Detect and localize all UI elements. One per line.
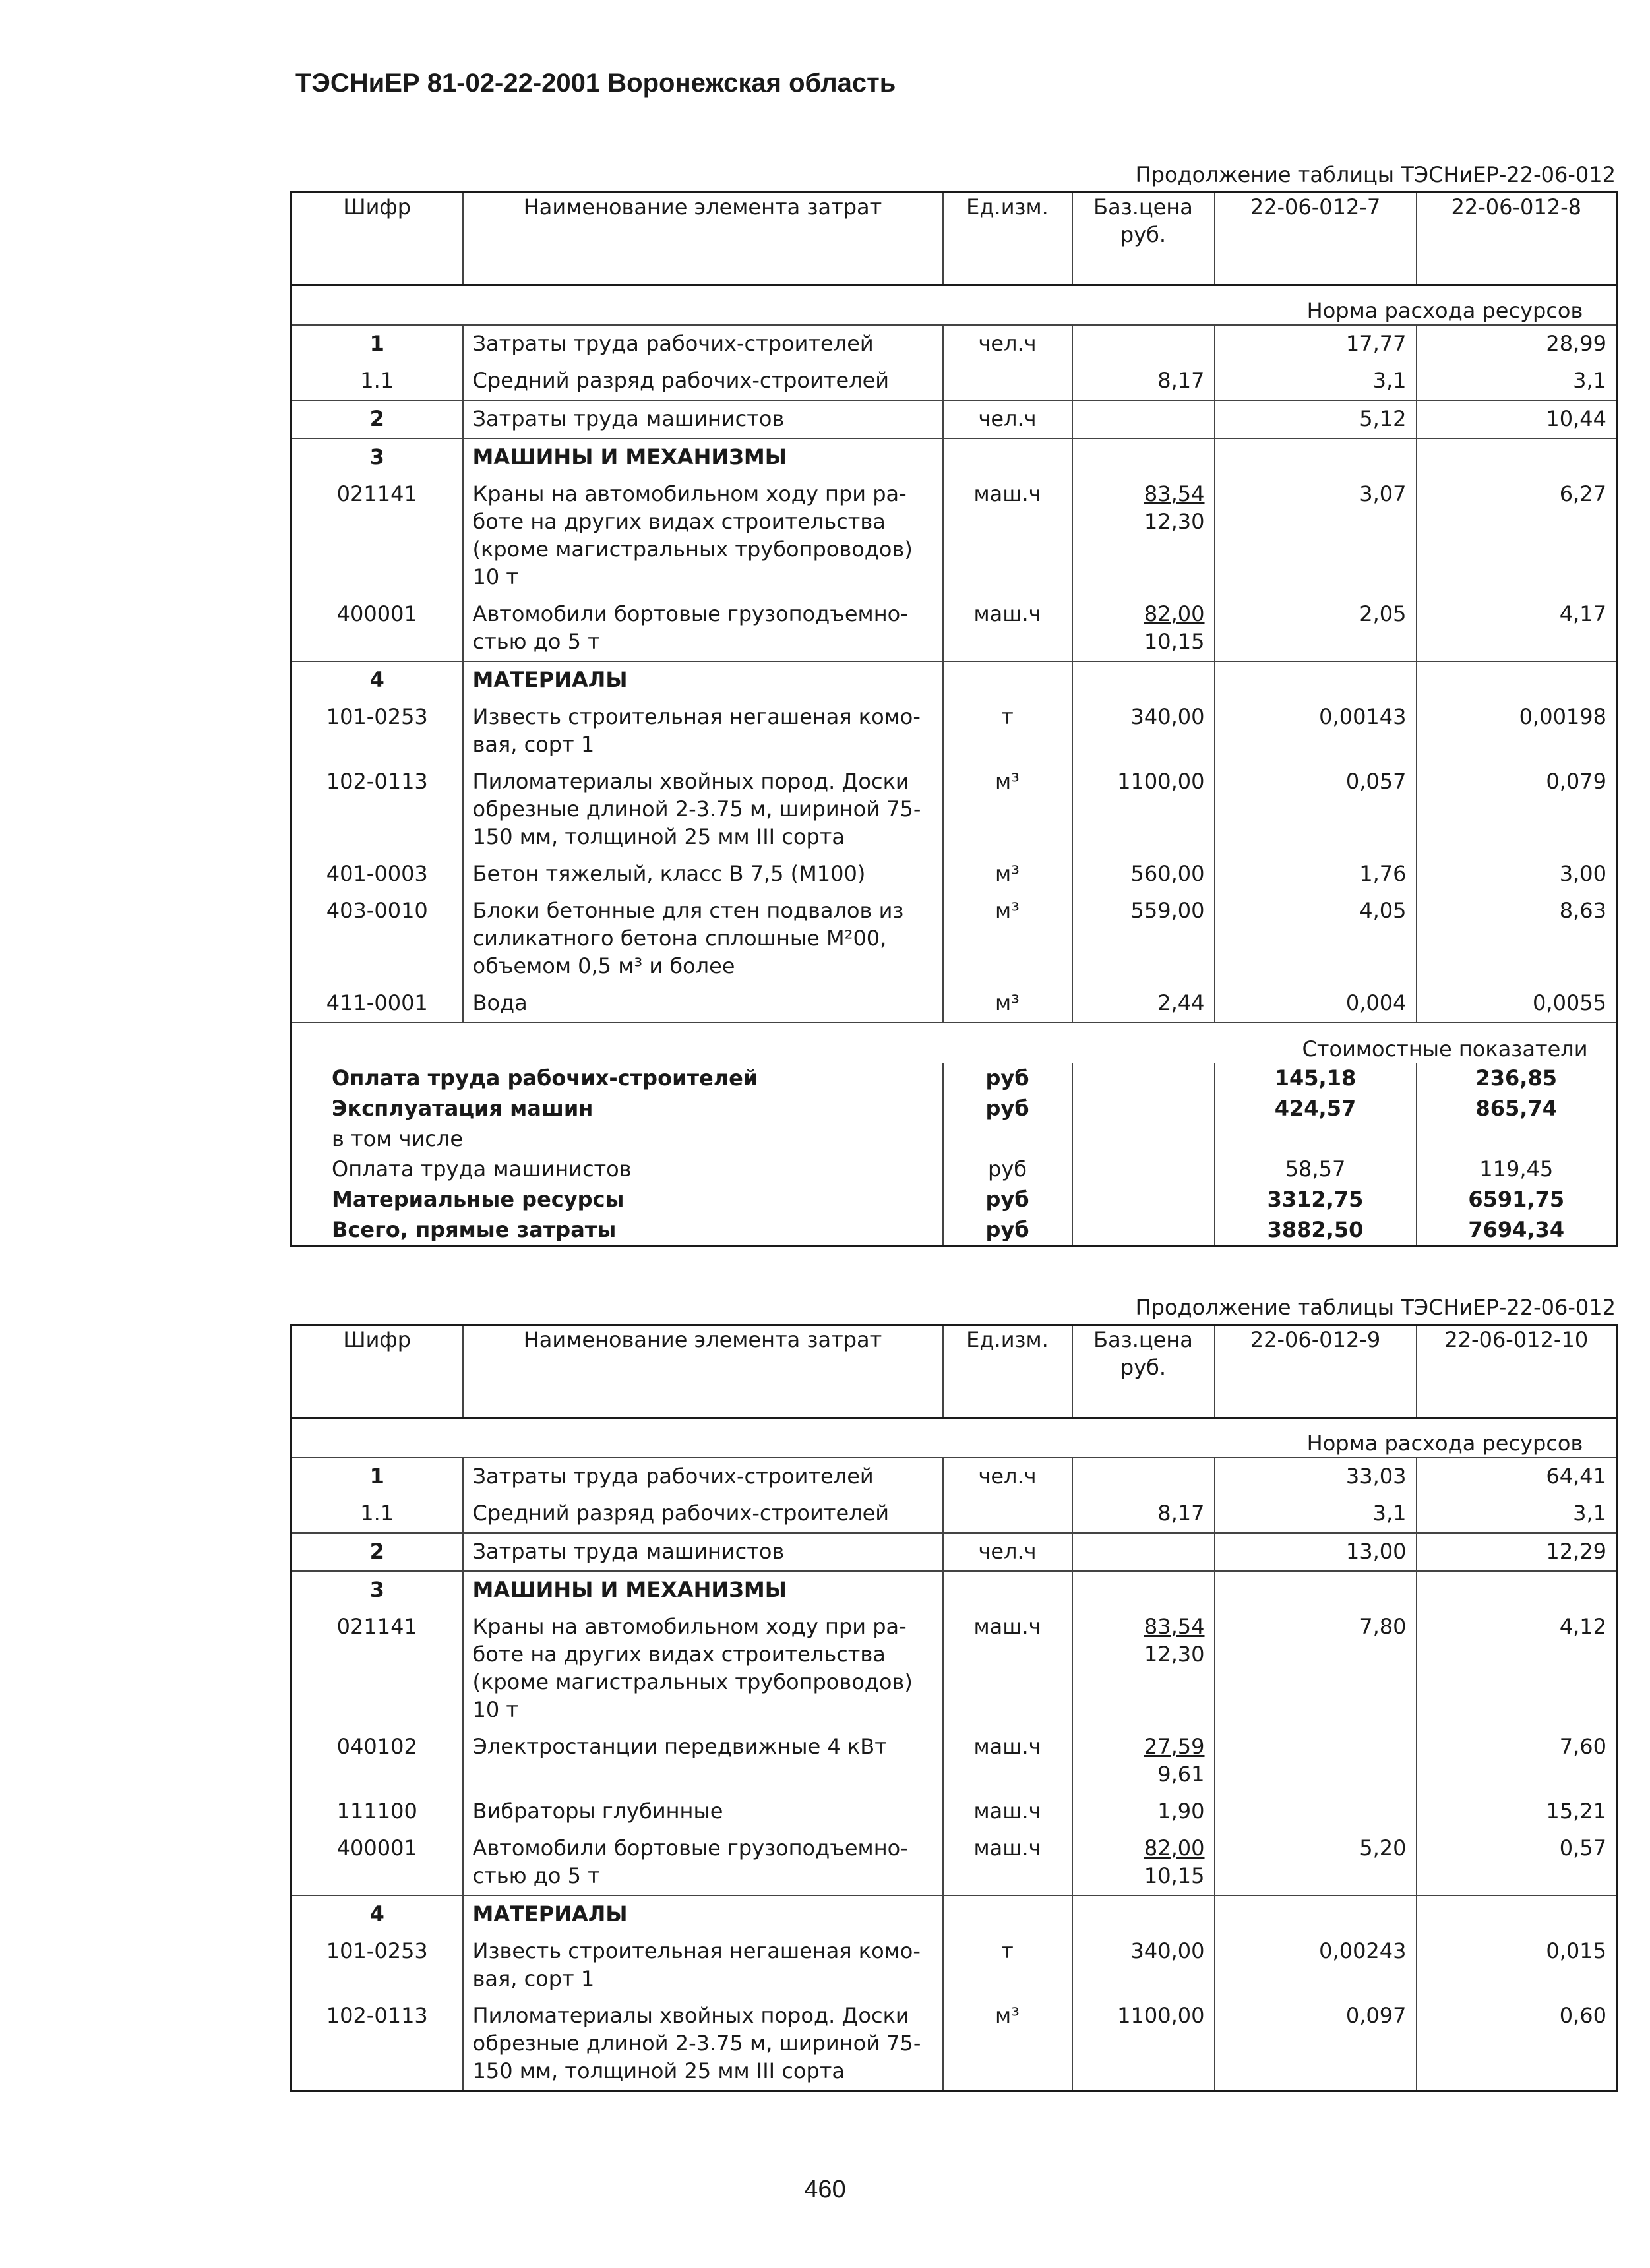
norm-label: Норма расхода ресурсов xyxy=(1306,298,1583,323)
row-unit: чел.ч xyxy=(943,1458,1072,1495)
row-name: Затраты труда рабочих-строителей xyxy=(463,325,943,363)
summary-name: Материальные ресурсы xyxy=(332,1187,625,1212)
summary-value-2: 7694,34 xyxy=(1417,1214,1617,1246)
row-value-1: 0,097 xyxy=(1215,1998,1417,2091)
base-price-value: 27,59 xyxy=(1144,1734,1205,1759)
row-base-price xyxy=(1072,1998,1215,2091)
summary-unit: руб xyxy=(943,1184,1072,1214)
page-number: 460 xyxy=(804,2176,846,2203)
summary-value-2: 865,74 xyxy=(1417,1093,1617,1123)
table-row xyxy=(291,438,1617,476)
row-unit: маш.ч xyxy=(943,1830,1072,1895)
base-price-value: 1100,00 xyxy=(1117,769,1205,794)
row-code: 3 xyxy=(291,1571,463,1609)
summary-base-price xyxy=(1072,1123,1215,1154)
norm-label: Норма расхода ресурсов xyxy=(1306,1431,1583,1456)
header-base-price: Баз.цена руб. xyxy=(1072,1325,1215,1418)
summary-name: Всего, прямые затраты xyxy=(332,1217,617,1242)
row-unit xyxy=(943,1495,1072,1533)
row-value-1: 1,76 xyxy=(1215,856,1417,893)
row-name: Пиломатериалы хвойных пород. Доски обрезные длиной 2-3.75 м, шириной 75-150 мм, толщиной 25 мм III сорта xyxy=(463,1998,943,2091)
norm-label-row xyxy=(291,1418,1617,1458)
row-base-price xyxy=(1072,699,1215,763)
row-unit xyxy=(943,363,1072,400)
row-base-price xyxy=(1072,1495,1215,1533)
table-row xyxy=(291,1609,1617,1729)
row-name: Краны на автомобильном ходу при ра-боте на других видах строительства (кроме магистральных трубопроводов) 10 т xyxy=(463,1609,943,1729)
summary-row xyxy=(291,1093,1617,1123)
table-row xyxy=(291,699,1617,763)
row-unit: маш.ч xyxy=(943,1609,1072,1729)
row-code: 101-0253 xyxy=(326,1938,428,1963)
row-value-2: 15,21 xyxy=(1417,1793,1617,1830)
row-code: 102-0113 xyxy=(326,2003,428,2028)
row-unit: чел.ч xyxy=(943,1533,1072,1571)
row-code: 4 xyxy=(291,1895,463,1933)
header-name: Наименование элемента затрат xyxy=(463,193,943,285)
base-price-value: 8,17 xyxy=(1157,1501,1205,1526)
row-value-2: 10,44 xyxy=(1417,400,1617,438)
summary-value-1: 58,57 xyxy=(1215,1154,1417,1184)
row-unit: маш.ч xyxy=(943,596,1072,661)
row-code: 1.1 xyxy=(360,368,394,393)
norm-label-row xyxy=(291,285,1617,326)
summary-name: в том числе xyxy=(332,1126,463,1151)
base-price-value: 340,00 xyxy=(1130,704,1205,729)
header-code: Шифр xyxy=(291,193,463,285)
row-name: МАТЕРИАЛЫ xyxy=(463,661,943,699)
summary-value-1: 424,57 xyxy=(1215,1093,1417,1123)
base-price-machinist-value: 10,15 xyxy=(1144,1863,1205,1888)
table-row xyxy=(291,985,1617,1023)
row-name: Известь строительная негашеная комо-вая, сорт 1 xyxy=(463,1933,943,1998)
table-header-row xyxy=(291,193,1617,285)
base-price-value: 559,00 xyxy=(1130,898,1205,923)
base-price-value: 1,90 xyxy=(1157,1799,1205,1824)
row-name: Затраты труда машинистов xyxy=(463,1533,943,1571)
row-base-price xyxy=(1072,1729,1215,1793)
row-code: 101-0253 xyxy=(326,704,428,729)
row-base-price xyxy=(1072,325,1215,363)
summary-row xyxy=(291,1184,1617,1214)
row-value-1: 17,77 xyxy=(1215,325,1417,363)
header-unit: Ед.изм. xyxy=(943,193,1072,285)
row-value-1: 3,1 xyxy=(1215,1495,1417,1533)
row-value-2 xyxy=(1417,438,1617,476)
summary-value-2: 6591,75 xyxy=(1417,1184,1617,1214)
row-unit: м³ xyxy=(943,763,1072,856)
row-value-2: 0,60 xyxy=(1417,1998,1617,2091)
document-title: ТЭСНиЕР 81-02-22-2001 Воронежская область xyxy=(295,69,896,98)
summary-value-2 xyxy=(1417,1123,1617,1154)
summary-base-price xyxy=(1072,1214,1215,1246)
row-unit xyxy=(943,1895,1072,1933)
row-name: Затраты труда машинистов xyxy=(463,400,943,438)
row-unit xyxy=(943,661,1072,699)
resource-table-2 xyxy=(290,1324,1618,2092)
row-value-2: 0,015 xyxy=(1417,1933,1617,1998)
table-row xyxy=(291,1571,1617,1609)
row-name: Вибраторы глубинные xyxy=(463,1793,943,1830)
row-name: Краны на автомобильном ходу при ра-боте на других видах строительства (кроме магистральных трубопроводов) 10 т xyxy=(463,476,943,596)
table-row xyxy=(291,1933,1617,1998)
summary-base-price xyxy=(1072,1093,1215,1123)
row-value-1 xyxy=(1215,661,1417,699)
header-unit: Ед.изм. xyxy=(943,1325,1072,1418)
row-value-2: 0,079 xyxy=(1417,763,1617,856)
row-name: Средний разряд рабочих-строителей xyxy=(463,363,943,400)
row-value-1: 3,07 xyxy=(1215,476,1417,596)
row-value-1 xyxy=(1215,1793,1417,1830)
row-value-1: 33,03 xyxy=(1215,1458,1417,1495)
header-col-2: 22-06-012-8 xyxy=(1417,193,1617,285)
row-base-price xyxy=(1072,400,1215,438)
summary-row xyxy=(291,1063,1617,1093)
summary-row xyxy=(291,1154,1617,1184)
row-code: 401-0003 xyxy=(326,861,428,886)
row-base-price xyxy=(1072,1933,1215,1998)
base-price-value: 83,54 xyxy=(1144,1614,1205,1639)
summary-base-price xyxy=(1072,1184,1215,1214)
summary-base-price xyxy=(1072,1154,1215,1184)
row-name: Автомобили бортовые грузоподъемно-стью до 5 т xyxy=(463,596,943,661)
table-1-body xyxy=(291,325,1617,1023)
row-code: 2 xyxy=(291,1533,463,1571)
row-code: 040102 xyxy=(336,1734,417,1759)
table-2-body xyxy=(291,1458,1617,2091)
row-value-1 xyxy=(1215,1571,1417,1609)
row-value-2: 3,00 xyxy=(1417,856,1617,893)
resource-table-1 xyxy=(290,191,1618,1247)
table-row xyxy=(291,476,1617,596)
row-name: МАШИНЫ И МЕХАНИЗМЫ xyxy=(463,438,943,476)
row-value-2: 12,29 xyxy=(1417,1533,1617,1571)
row-base-price xyxy=(1072,1793,1215,1830)
row-code: 411-0001 xyxy=(326,990,428,1015)
summary-value-2: 236,85 xyxy=(1417,1063,1617,1093)
row-base-price xyxy=(1072,763,1215,856)
row-value-1: 5,20 xyxy=(1215,1830,1417,1895)
row-unit: т xyxy=(943,699,1072,763)
row-value-1 xyxy=(1215,1895,1417,1933)
header-col-1: 22-06-012-7 xyxy=(1215,193,1417,285)
summary-value-1 xyxy=(1215,1123,1417,1154)
row-value-2: 64,41 xyxy=(1417,1458,1617,1495)
row-code: 111100 xyxy=(336,1799,417,1824)
row-base-price xyxy=(1072,1895,1215,1933)
row-code: 102-0113 xyxy=(326,769,428,794)
summary-row xyxy=(291,1214,1617,1246)
row-value-2: 0,0055 xyxy=(1417,985,1617,1023)
row-base-price xyxy=(1072,661,1215,699)
table-row xyxy=(291,400,1617,438)
summary-row xyxy=(291,1123,1617,1154)
row-value-1: 2,05 xyxy=(1215,596,1417,661)
summary-name: Оплата труда машинистов xyxy=(332,1156,632,1181)
table-row xyxy=(291,596,1617,661)
row-name: Пиломатериалы хвойных пород. Доски обрезные длиной 2-3.75 м, шириной 75-150 мм, толщиной 25 мм III сорта xyxy=(463,763,943,856)
row-value-2: 6,27 xyxy=(1417,476,1617,596)
table-row xyxy=(291,893,1617,985)
row-unit xyxy=(943,1571,1072,1609)
table-row xyxy=(291,1458,1617,1495)
row-base-price xyxy=(1072,1830,1215,1895)
table-1-caption: Продолжение таблицы ТЭСНиЕР-22-06-012 xyxy=(1135,162,1616,187)
row-value-1: 13,00 xyxy=(1215,1533,1417,1571)
base-price-value: 8,17 xyxy=(1157,368,1205,393)
row-name: МАШИНЫ И МЕХАНИЗМЫ xyxy=(463,1571,943,1609)
row-name: Электростанции передвижные 4 кВт xyxy=(463,1729,943,1793)
table-row xyxy=(291,1495,1617,1533)
row-value-2: 4,17 xyxy=(1417,596,1617,661)
summary-unit: руб xyxy=(943,1093,1072,1123)
row-value-1: 7,80 xyxy=(1215,1609,1417,1729)
header-col-1: 22-06-012-9 xyxy=(1215,1325,1417,1418)
table-row xyxy=(291,1830,1617,1895)
row-code: 400001 xyxy=(336,1835,417,1861)
table-row xyxy=(291,1895,1617,1933)
row-value-1: 0,00143 xyxy=(1215,699,1417,763)
row-value-2 xyxy=(1417,661,1617,699)
summary-unit: руб xyxy=(943,1154,1072,1184)
row-base-price xyxy=(1072,893,1215,985)
row-value-1: 5,12 xyxy=(1215,400,1417,438)
row-value-1 xyxy=(1215,438,1417,476)
row-unit: чел.ч xyxy=(943,400,1072,438)
row-base-price xyxy=(1072,438,1215,476)
base-price-value: 82,00 xyxy=(1144,601,1205,626)
summary-base-price xyxy=(1072,1063,1215,1093)
row-code: 1 xyxy=(291,325,463,363)
row-name: Средний разряд рабочих-строителей xyxy=(463,1495,943,1533)
table-header-row xyxy=(291,1325,1617,1418)
base-price-value: 1100,00 xyxy=(1117,2003,1205,2028)
row-code: 3 xyxy=(291,438,463,476)
row-value-2: 7,60 xyxy=(1417,1729,1617,1793)
table-row xyxy=(291,661,1617,699)
base-price-value: 82,00 xyxy=(1144,1835,1205,1861)
summary-unit: руб xyxy=(943,1214,1072,1246)
header-code: Шифр xyxy=(291,1325,463,1418)
row-base-price xyxy=(1072,1533,1215,1571)
row-unit: м³ xyxy=(943,856,1072,893)
row-name: Вода xyxy=(463,985,943,1023)
row-value-1: 4,05 xyxy=(1215,893,1417,985)
row-unit: чел.ч xyxy=(943,325,1072,363)
base-price-machinist-value: 12,30 xyxy=(1144,1642,1205,1667)
row-name: МАТЕРИАЛЫ xyxy=(463,1895,943,1933)
row-value-1: 3,1 xyxy=(1215,363,1417,400)
summary-name: Оплата труда рабочих-строителей xyxy=(332,1065,758,1090)
summary-value-2: 119,45 xyxy=(1417,1154,1617,1184)
base-price-value: 340,00 xyxy=(1130,1938,1205,1963)
row-unit: маш.ч xyxy=(943,1793,1072,1830)
table-row xyxy=(291,1729,1617,1793)
table-row xyxy=(291,363,1617,400)
row-name: Блоки бетонные для стен подвалов из силикатного бетона сплошные М²00, объемом 0,5 м³ и более xyxy=(463,893,943,985)
row-base-price xyxy=(1072,596,1215,661)
row-value-1: 0,057 xyxy=(1215,763,1417,856)
row-value-2: 3,1 xyxy=(1417,1495,1617,1533)
header-col-2: 22-06-012-10 xyxy=(1417,1325,1617,1418)
row-value-2 xyxy=(1417,1571,1617,1609)
row-value-2: 0,00198 xyxy=(1417,699,1617,763)
row-base-price xyxy=(1072,363,1215,400)
row-code: 1.1 xyxy=(360,1501,394,1526)
table-row xyxy=(291,1793,1617,1830)
row-base-price xyxy=(1072,856,1215,893)
base-price-machinist-value: 9,61 xyxy=(1157,1762,1205,1787)
summary-value-1: 145,18 xyxy=(1215,1063,1417,1093)
summary-value-1: 3312,75 xyxy=(1215,1184,1417,1214)
table-row xyxy=(291,763,1617,856)
row-base-price xyxy=(1072,1571,1215,1609)
row-unit: маш.ч xyxy=(943,1729,1072,1793)
table-1-summary xyxy=(291,1063,1617,1246)
header-name: Наименование элемента затрат xyxy=(463,1325,943,1418)
row-name: Бетон тяжелый, класс В 7,5 (М100) xyxy=(463,856,943,893)
row-value-2: 3,1 xyxy=(1417,363,1617,400)
base-price-value: 2,44 xyxy=(1157,990,1205,1015)
row-unit: маш.ч xyxy=(943,476,1072,596)
row-base-price xyxy=(1072,476,1215,596)
row-code: 2 xyxy=(291,400,463,438)
row-name: Известь строительная негашеная комо-вая, сорт 1 xyxy=(463,699,943,763)
row-unit: м³ xyxy=(943,1998,1072,2091)
row-value-1: 0,004 xyxy=(1215,985,1417,1023)
row-unit: м³ xyxy=(943,893,1072,985)
table-row xyxy=(291,1533,1617,1571)
row-unit xyxy=(943,438,1072,476)
row-value-2: 4,12 xyxy=(1417,1609,1617,1729)
header-base-price: Баз.цена руб. xyxy=(1072,193,1215,285)
row-value-2 xyxy=(1417,1895,1617,1933)
row-value-1: 0,00243 xyxy=(1215,1933,1417,1998)
row-name: Автомобили бортовые грузоподъемно-стью до 5 т xyxy=(463,1830,943,1895)
row-code: 4 xyxy=(291,661,463,699)
row-code: 021141 xyxy=(336,1614,417,1639)
table-row xyxy=(291,856,1617,893)
row-base-price xyxy=(1072,1458,1215,1495)
summary-unit: руб xyxy=(943,1063,1072,1093)
cost-label-row xyxy=(291,1023,1617,1063)
base-price-value: 560,00 xyxy=(1130,861,1205,886)
row-unit: т xyxy=(943,1933,1072,1998)
cost-label: Стоимостные показатели xyxy=(1302,1036,1588,1061)
row-base-price xyxy=(1072,1609,1215,1729)
table-row xyxy=(291,1998,1617,2091)
base-price-machinist-value: 12,30 xyxy=(1144,509,1205,534)
table-2-caption: Продолжение таблицы ТЭСНиЕР-22-06-012 xyxy=(1135,1295,1616,1320)
row-value-2: 8,63 xyxy=(1417,893,1617,985)
row-code: 400001 xyxy=(336,601,417,626)
row-name: Затраты труда рабочих-строителей xyxy=(463,1458,943,1495)
row-base-price xyxy=(1072,985,1215,1023)
summary-value-1: 3882,50 xyxy=(1215,1214,1417,1246)
row-code: 021141 xyxy=(336,481,417,506)
summary-name: Эксплуатация машин xyxy=(332,1096,594,1121)
row-value-1 xyxy=(1215,1729,1417,1793)
base-price-value: 83,54 xyxy=(1144,481,1205,506)
row-value-2: 0,57 xyxy=(1417,1830,1617,1895)
row-value-2: 28,99 xyxy=(1417,325,1617,363)
base-price-machinist-value: 10,15 xyxy=(1144,629,1205,654)
row-code: 403-0010 xyxy=(326,898,428,923)
summary-unit xyxy=(943,1123,1072,1154)
table-row xyxy=(291,325,1617,363)
row-unit: м³ xyxy=(943,985,1072,1023)
row-code: 1 xyxy=(291,1458,463,1495)
